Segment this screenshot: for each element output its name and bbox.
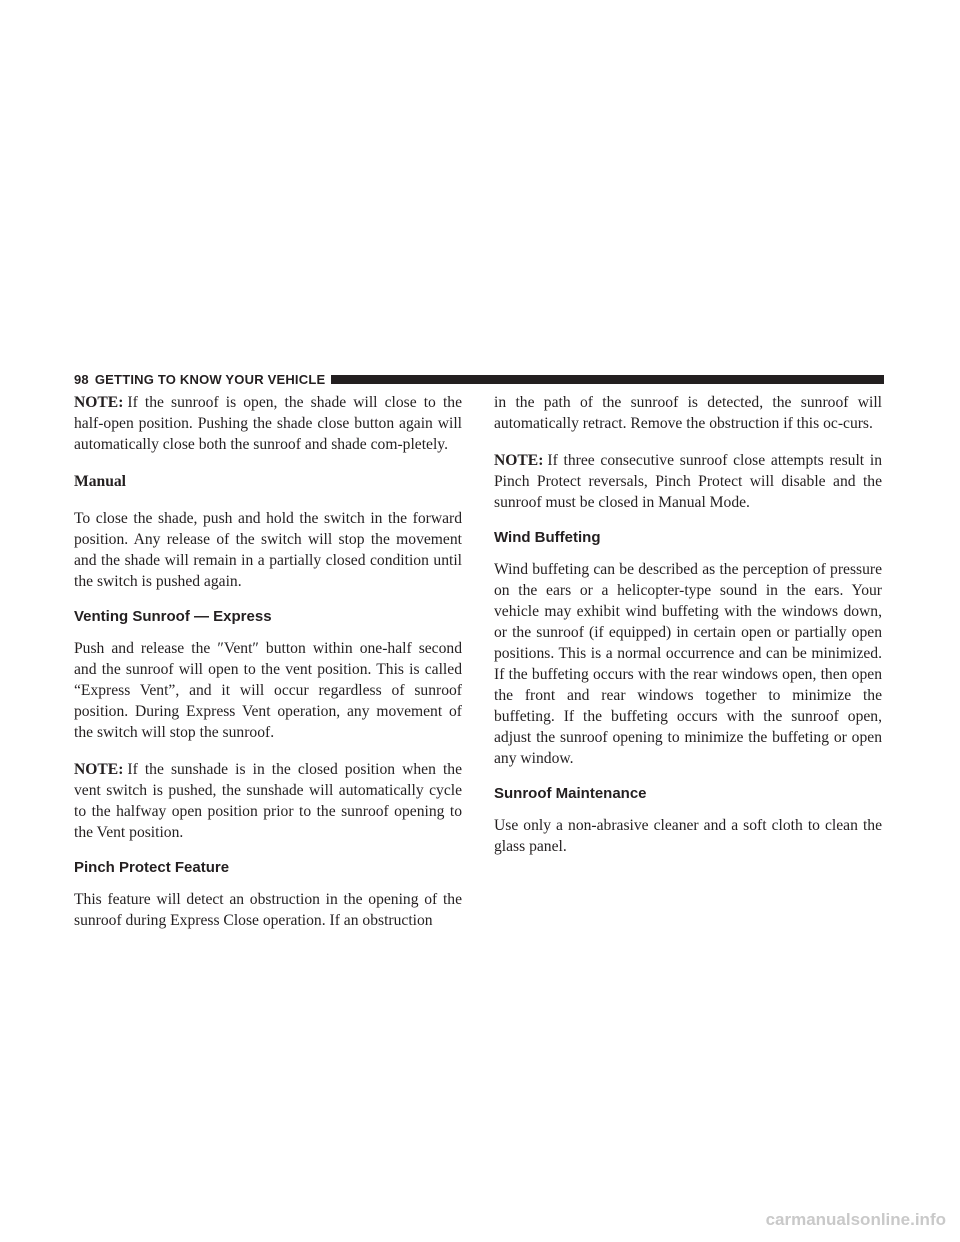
manual-subheading: Manual xyxy=(74,473,126,490)
note-label: NOTE: xyxy=(494,452,544,469)
watermark: carmanualsonline.info xyxy=(765,1210,946,1229)
section-title: GETTING TO KNOW YOUR VEHICLE xyxy=(94,371,326,387)
wind-buffeting-paragraph: Wind buffeting can be described as the perception of pressure on the ears or a helicopter-type sound in the ears. Your vehicle may exhibit wind buffeting with the windows down, or the sunroof (if equipped) in certain open or partially open positions. This is a normal occurrence and can be minimized. If the buffeting occurs with the rear windows open, then open the front and rear windows together to minimize the buffeting. If the buffeting occurs with the sunroof open, adjust the sunroof opening to minimize the buffeting or open any window. xyxy=(494,561,882,767)
note-label: NOTE: xyxy=(74,394,124,411)
note-text: If three consecutive sunroof close attempts result in Pinch Protect reversals, Pinch Protect will disable and the sunroof must be closed in Manual Mode. xyxy=(494,452,882,511)
note-paragraph xyxy=(74,392,462,455)
pinch-protect-paragraph: This feature will detect an obstruction in the opening of the sunroof during Express Close operation. If an obstruction xyxy=(74,891,462,929)
left-column xyxy=(74,392,462,947)
sunroof-maintenance-heading: Sunroof Maintenance xyxy=(494,785,647,802)
note-paragraph xyxy=(494,450,882,513)
header-rule xyxy=(331,375,884,384)
venting-sunroof-heading: Venting Sunroof — Express xyxy=(74,608,272,625)
manual-paragraph: To close the shade, push and hold the switch in the forward position. Any release of the switch will stop the movement and the shade will remain in a partially closed condition until the switch is pushed again. xyxy=(74,510,462,590)
right-column xyxy=(494,392,882,873)
pinch-protect-heading: Pinch Protect Feature xyxy=(74,859,230,876)
venting-paragraph: Push and release the ″Vent″ button within one-half second and the sunroof will open to the vent position. This is called “Express Vent”, and it will occur regardless of sunroof position. During Express Vent operation, any movement of the switch will stop the sunroof. xyxy=(74,640,462,741)
note-text: If the sunroof is open, the shade will close to the half-open position. Pushing the shade close button again will automatically close both the sunroof and shade com-pletely. xyxy=(74,394,462,453)
maintenance-paragraph: Use only a non-abrasive cleaner and a soft cloth to clean the glass panel. xyxy=(494,817,882,855)
page-number: 98 xyxy=(74,371,89,387)
note-label: NOTE: xyxy=(74,761,124,778)
wind-buffeting-heading: Wind Buffeting xyxy=(494,529,601,546)
pinch-protect-continued: in the path of the sunroof is detected, the sunroof will automatically retract. Remove the obstruction if this oc-curs. xyxy=(494,394,882,432)
note-text: If the sunshade is in the closed position when the vent switch is pushed, the sunshade will automatically cycle to the halfway open position prior to the sunroof opening to the Vent position. xyxy=(74,761,462,841)
page-header xyxy=(74,370,884,388)
note-paragraph xyxy=(74,759,462,843)
